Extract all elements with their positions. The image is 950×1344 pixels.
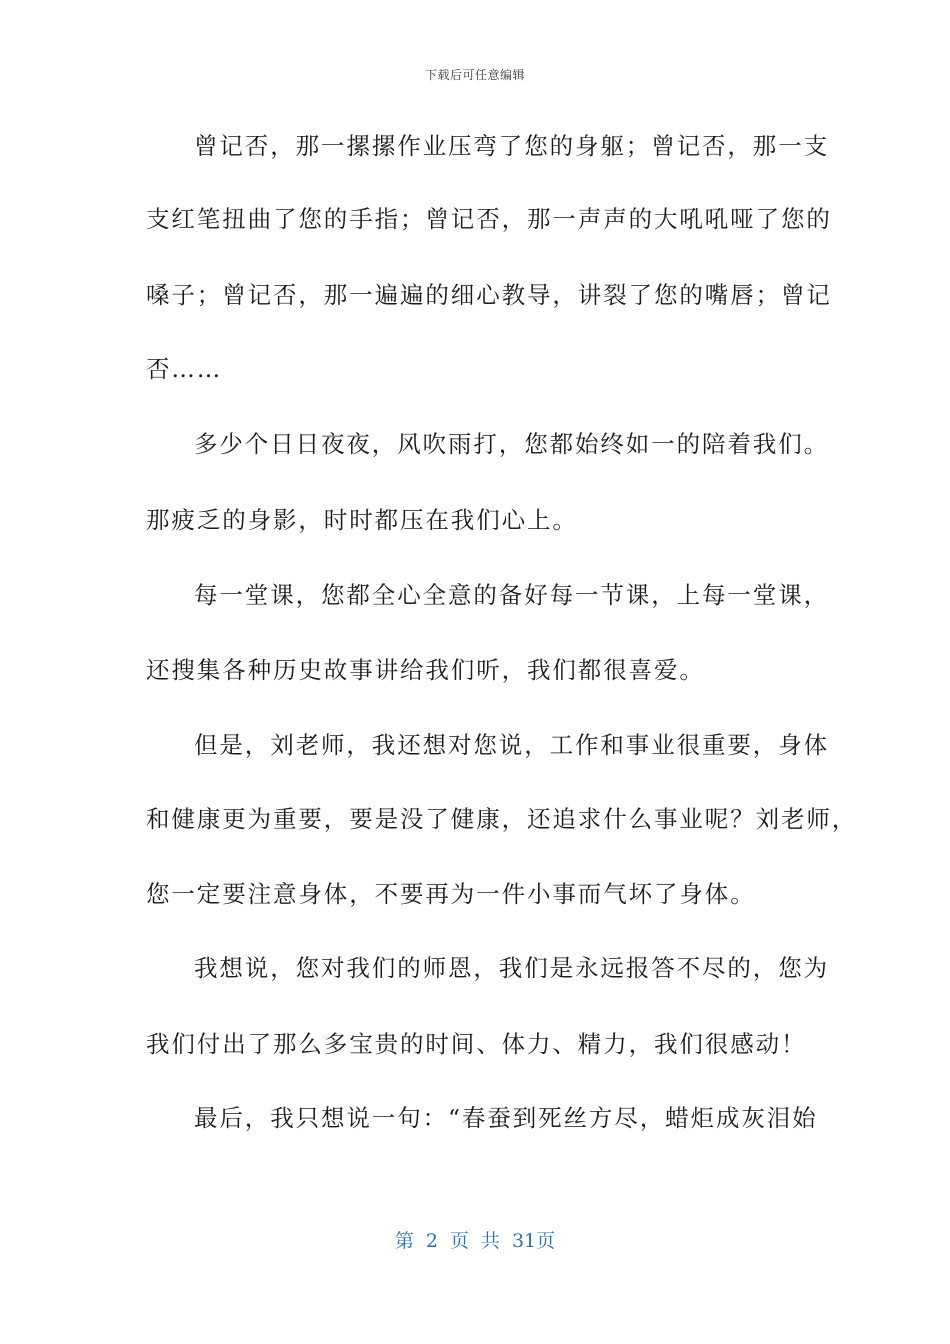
body-line: 我们付出了那么多宝贵的时间、体力、精力，我们很感动！ xyxy=(146,1030,807,1058)
page-header: 下载后可任意编辑 xyxy=(424,68,525,82)
body-line: 最后，我只想说一句：“春蚕到死丝方尽，蜡炬成灰泪始 xyxy=(194,1104,818,1132)
body-line: 曾记否，那一摞摞作业压弯了您的身躯；曾记否，那一支 xyxy=(194,132,829,160)
body-line: 还搜集各种历史故事讲给我们听，我们都很喜爱。 xyxy=(146,656,705,684)
footer-label-suffix: 页 xyxy=(536,1230,556,1252)
total-pages-number: 31 xyxy=(511,1230,537,1252)
body-line: 每一堂课，您都全心全意的备好每一节课，上每一堂课， xyxy=(194,581,829,609)
footer-label-page: 页 xyxy=(449,1230,469,1252)
footer-label-prefix: 第 xyxy=(394,1230,414,1252)
body-line: 那疲乏的身影，时时都压在我们心上。 xyxy=(146,506,578,534)
body-line: 但是，刘老师，我还想对您说，工作和事业很重要，身体 xyxy=(194,731,829,759)
body-line: 否…… xyxy=(146,355,223,383)
body-line: 和健康更为重要，要是没了健康，还追求什么事业呢？刘老师， xyxy=(146,805,858,833)
body-line: 支红笔扭曲了您的手指；曾记否，那一声声的大吼吼哑了您的 xyxy=(146,205,832,233)
body-line: 嗓子；曾记否，那一遍遍的细心教导，讲裂了您的嘴唇；曾记 xyxy=(146,281,832,309)
footer-label-total: 共 xyxy=(480,1230,500,1252)
page-number-footer xyxy=(0,1226,950,1253)
current-page-number: 2 xyxy=(425,1230,438,1252)
body-line: 我想说，您对我们的师恩，我们是永远报答不尽的，您为 xyxy=(194,954,829,982)
body-line: 多少个日日夜夜，风吹雨打，您都始终如一的陪着我们。 xyxy=(194,430,829,458)
body-line: 您一定要注意身体，不要再为一件小事而气坏了身体。 xyxy=(146,880,756,908)
